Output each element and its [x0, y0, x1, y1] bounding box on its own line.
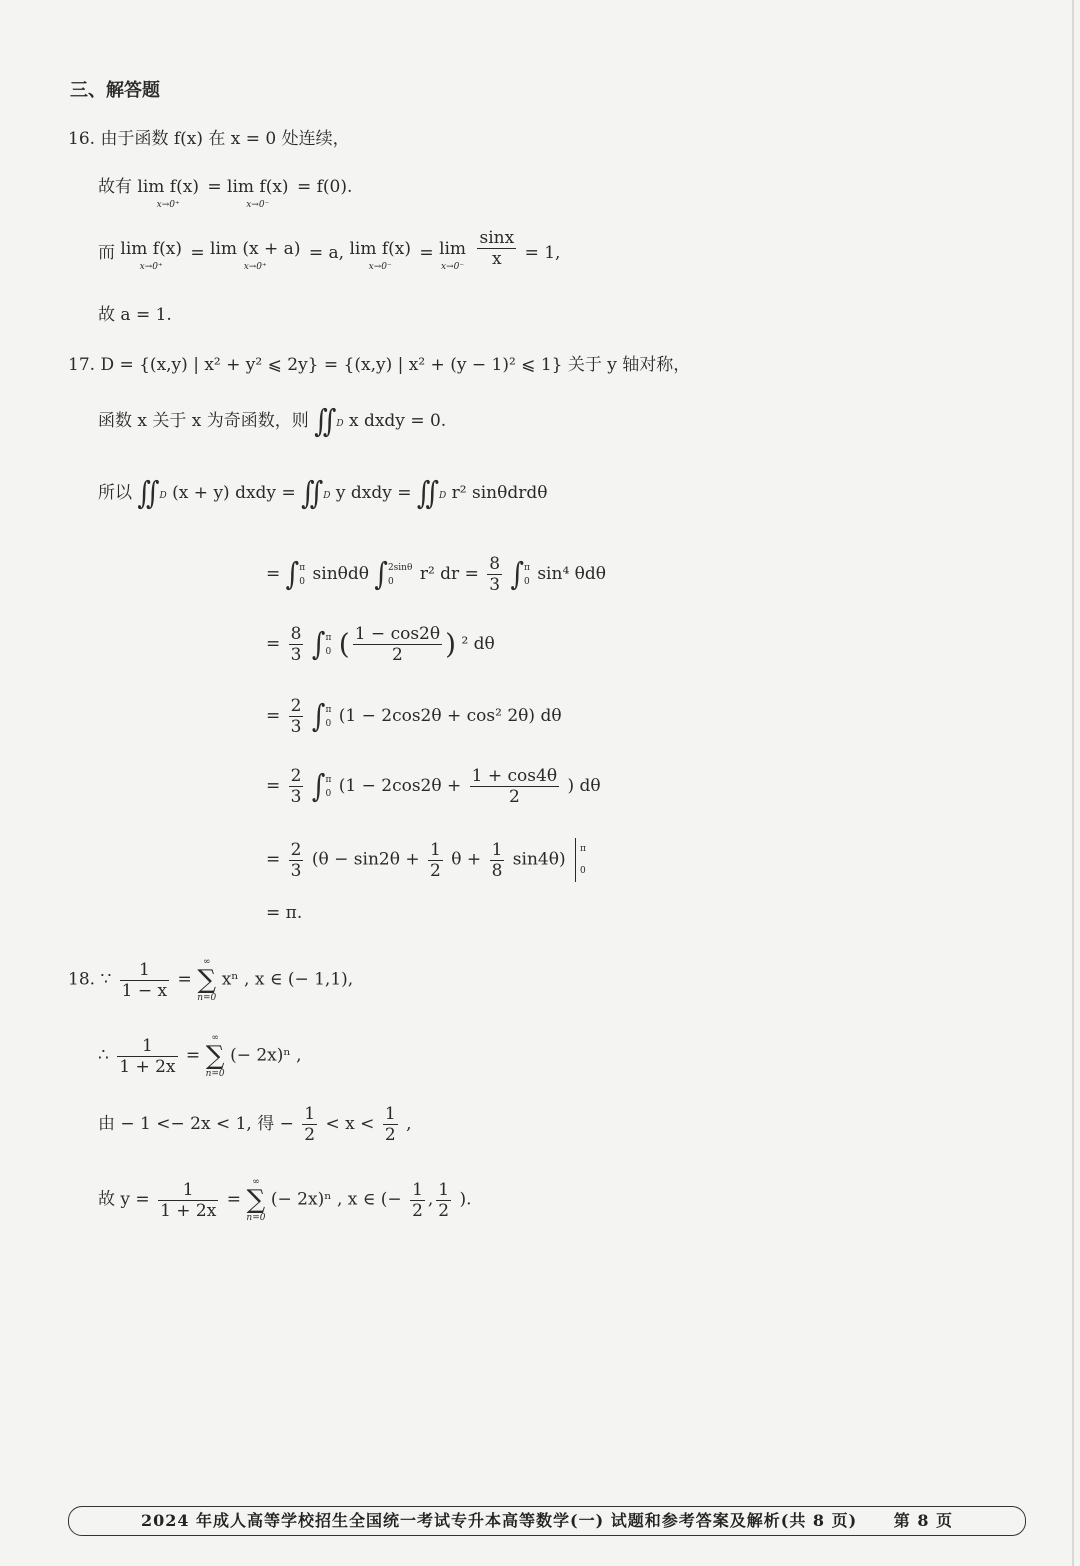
lower-bound: 0 [325, 788, 332, 799]
frac-2-3 [289, 840, 304, 881]
integral-symbol: ∫ [311, 768, 326, 805]
page-number: 第 8 页 [893, 1511, 954, 1530]
sum-lower: n=0 [197, 993, 217, 1003]
step3-body: (1 − 2cos2θ + cos² 2θ) dθ [338, 706, 562, 726]
summation [206, 1032, 225, 1080]
q17-step4 [266, 766, 601, 807]
frac-den: 1 − x [121, 980, 168, 1001]
sum-lower: n=0 [205, 1069, 225, 1079]
upper-bound: 2sinθ [387, 562, 413, 573]
q17-line3-b: y dxdy = [335, 483, 417, 503]
step3-eq: = [266, 706, 286, 726]
frac-8-3 [487, 554, 502, 595]
frac-den: 2 [391, 645, 403, 665]
frac-den: 2 [508, 787, 520, 807]
frac-den: 2 [384, 1125, 396, 1145]
q16-l3-mid: = a, [308, 243, 345, 263]
q18-line2-tail: (− 2x)ⁿ , [230, 1045, 302, 1066]
frac-1-cos2theta-over-2 [353, 624, 442, 665]
lower-bound: 0 [325, 718, 332, 729]
q17-line1: 17. D = {(x,y) | x² + y² ⩽ 2y} = {(x,y) | x² + (y − 1)² ⩽ 1} 关于 y 轴对称， [68, 355, 691, 375]
q16-sinx-over-x [477, 228, 516, 269]
integral-bounds [325, 773, 331, 801]
frac-2-3 [289, 766, 304, 807]
q17-step2 [266, 624, 495, 665]
left-paren: ( [338, 627, 350, 661]
frac-1-cos4theta-over-2 [470, 766, 559, 807]
summation [246, 1176, 265, 1224]
frac-num: 8 [489, 554, 501, 574]
q17-line3-prefix: 所以 [98, 483, 132, 503]
q18-line2 [98, 1032, 302, 1080]
frac-den: 2 [430, 860, 441, 881]
q16-l3-eq1: = [190, 243, 211, 263]
frac-den: 3 [290, 645, 302, 665]
eval-lower: 0 [580, 866, 586, 876]
integral-domain-label: D [159, 491, 167, 501]
frac-num: 2 [290, 766, 302, 786]
double-integral-symbol: ∬ [301, 475, 324, 512]
q18-eq: = [185, 1045, 206, 1066]
frac-den: 1 + 2x [119, 1056, 176, 1077]
step4-a: (1 − 2cos2θ + [338, 776, 467, 796]
section-title: 三、解答题 [70, 80, 160, 101]
frac-num: 1 [438, 1179, 450, 1200]
upper-bound: π [325, 774, 332, 785]
q17-line3-c: r² sinθdrdθ [451, 483, 548, 503]
q17-step1 [266, 554, 606, 595]
q18-line4-mid: (− 2x)ⁿ , x ∈ [270, 1189, 381, 1210]
frac-1-over-1-minus-x [120, 960, 169, 1001]
frac-8-3 [289, 624, 304, 665]
frac-den: 2 [304, 1125, 316, 1145]
frac-1-2 [428, 840, 443, 881]
integral-domain-label: D [323, 491, 331, 501]
frac-num: 1 [384, 1104, 396, 1124]
step2-eq: = [266, 634, 286, 654]
q18-eq: = [226, 1189, 247, 1210]
frac-num: 1 [430, 839, 441, 860]
q16-l3-limit1 [120, 238, 182, 272]
interval-sep: , [427, 1189, 434, 1210]
frac-1-8 [490, 840, 505, 881]
q16-l3-limit4 [439, 238, 466, 272]
q16-l3-limit2-body: lim (x + a) [210, 239, 301, 259]
lower-bound: 0 [387, 576, 394, 587]
lower-bound: 0 [299, 576, 305, 587]
q16-frac-num: sinx [479, 228, 515, 248]
step5-c: sin4θ) [512, 849, 566, 870]
integral-symbol: ∫ [285, 556, 300, 593]
q16-line3-prefix: 而 [98, 243, 115, 263]
frac-den: 3 [290, 860, 302, 881]
upper-bound: π [325, 632, 332, 643]
frac-num: 1 [117, 1036, 177, 1057]
frac-num: 1 [491, 839, 503, 860]
frac-den: 3 [290, 717, 302, 737]
step4-tail: ) dθ [567, 776, 601, 796]
upper-bound: π [524, 562, 530, 573]
q17-step3 [266, 696, 562, 737]
q18-eq: = [177, 969, 198, 990]
frac-num: 1 [304, 1104, 316, 1124]
step1-c: r² dr = [419, 564, 485, 584]
q16-limit-right [137, 176, 199, 210]
integral-bounds [325, 703, 331, 731]
double-integral-symbol: ∬ [314, 403, 337, 440]
q16-limit-left [227, 176, 289, 210]
integral-symbol: ∫ [311, 626, 326, 663]
frac-1-over-1-plus-2x [158, 1180, 218, 1221]
summation [197, 956, 216, 1004]
sum-upper: ∞ [211, 1033, 219, 1043]
q16-l3-limit3-sub: x→0⁻ [368, 262, 392, 272]
q16-limit-left-sub: x→0⁻ [246, 200, 270, 210]
q17-line3-a: (x + y) dxdy = [172, 483, 302, 503]
step5-eq: = [266, 849, 286, 870]
integral-bounds [524, 561, 530, 589]
page-footer [68, 1506, 1026, 1536]
q16-limit-right-body: lim f(x) [137, 177, 199, 197]
sum-upper: ∞ [252, 1177, 260, 1187]
upper-bound: π [299, 562, 306, 573]
q17-result: = π. [266, 903, 303, 923]
right-paren: ) [445, 627, 457, 661]
double-integral-symbol: ∬ [137, 475, 160, 512]
q16-line3 [98, 228, 561, 272]
q16-line2-tail: = f(0). [296, 177, 353, 197]
q16-l3-limit3 [349, 238, 411, 272]
sigma-symbol: ∑ [197, 965, 217, 995]
q18-line4-prefix: 故 y = [98, 1189, 156, 1210]
frac-num: 1 + cos4θ [471, 766, 558, 786]
interval-close: ). [459, 1189, 472, 1210]
step5-a: (θ − sin2θ + [311, 849, 426, 870]
lower-bound: 0 [325, 646, 332, 657]
q16-l3-eq2: = [419, 243, 440, 263]
frac-den: 3 [290, 787, 302, 807]
q17-line3 [98, 475, 548, 512]
frac-1-2 [383, 1104, 398, 1145]
frac-1-2 [302, 1104, 317, 1145]
integral-symbol: ∫ [311, 698, 326, 735]
q16-l3-limit2-sub: x→0⁺ [243, 262, 267, 272]
q16-l3-limit2 [210, 238, 300, 272]
frac-1-over-1-plus-2x [117, 1036, 177, 1077]
evaluation-bar [575, 838, 588, 882]
frac-num: 1 [412, 1179, 423, 1200]
upper-bound: π [325, 704, 332, 715]
frac-1-2 [410, 1180, 425, 1221]
q18-line2-prefix: ∴ [98, 1045, 109, 1066]
footer-title: 2024 年成人高等学校招生全国统一考试专升本高等数学(一) 试题和参考答案及解析(共 8 页) [140, 1511, 858, 1530]
interval-open: (− [380, 1189, 402, 1210]
sigma-symbol: ∑ [205, 1041, 225, 1071]
frac-2-3 [289, 696, 304, 737]
q18-line4 [98, 1176, 472, 1224]
q16-line2-prefix: 故有 [98, 177, 132, 197]
eval-upper: π [580, 844, 586, 854]
integral-bounds [299, 561, 305, 589]
q16-limit-left-body: lim f(x) [227, 177, 289, 197]
integral-bounds [388, 561, 412, 589]
integral-domain-label: D [336, 419, 344, 429]
q18-line3 [98, 1104, 411, 1145]
sigma-symbol: ∑ [246, 1185, 266, 1215]
lower-bound: 0 [524, 576, 530, 587]
frac-den: 3 [489, 575, 501, 595]
step5-b: θ + [451, 849, 487, 870]
scan-edge [1072, 0, 1074, 1566]
frac-1-2 [436, 1180, 451, 1221]
q17-line2-prefix: 函数 x 关于 x 为奇函数，则 [98, 411, 309, 431]
frac-num: 2 [290, 839, 302, 860]
q16-line4: 故 a = 1. [98, 305, 172, 325]
q16-l3-tail: = 1, [524, 243, 561, 263]
frac-num: 1 [120, 960, 169, 981]
q16-l3-limit1-sub: x→0⁺ [139, 262, 163, 272]
q16-l3-limit1-body: lim f(x) [120, 239, 182, 259]
sum-upper: ∞ [202, 957, 211, 967]
frac-num: 1 − cos2θ [354, 624, 441, 644]
integral-symbol: ∫ [374, 556, 388, 593]
frac-num: 8 [290, 624, 302, 644]
q16-line2-eq: = [207, 177, 228, 197]
q16-line1: 16. 由于函数 f(x) 在 x = 0 处连续， [68, 129, 350, 149]
frac-num: 2 [290, 696, 302, 716]
double-integral-symbol: ∬ [416, 475, 440, 512]
step1-b: sinθdθ [312, 564, 369, 584]
q18-line1-tail: xⁿ , x ∈ (− 1,1), [221, 969, 354, 990]
step1-d: sin⁴ θdθ [537, 564, 607, 584]
frac-num: 1 [158, 1180, 218, 1201]
frac-den: 2 [412, 1200, 423, 1221]
frac-den: 2 [438, 1200, 450, 1221]
q18-line3-c: , [406, 1114, 412, 1134]
q16-limit-right-sub: x→0⁺ [156, 200, 180, 210]
integral-symbol: ∫ [510, 556, 524, 593]
q16-l3-limit3-body: lim f(x) [349, 239, 411, 259]
q17-line2 [98, 403, 447, 440]
q18-line1 [68, 956, 353, 1004]
step1-eq: = [266, 564, 286, 584]
q16-l3-limit4-sub: x→0⁻ [441, 262, 465, 272]
frac-den: 8 [491, 860, 503, 881]
q17-step5 [266, 838, 588, 882]
q17-line2-tail: x dxdy = 0. [348, 411, 447, 431]
sum-lower: n=0 [246, 1213, 266, 1223]
q16-line2 [98, 176, 352, 210]
integral-bounds [325, 631, 331, 659]
q18-line1-prefix: 18. ∵ [68, 969, 112, 990]
step4-eq: = [266, 776, 286, 796]
step2-tail: ² dθ [461, 634, 495, 654]
q16-l3-limit4-body: lim [439, 239, 467, 259]
q16-frac-den: x [492, 249, 502, 269]
integral-domain-label: D [439, 491, 447, 501]
q18-line3-a: 由 − 1 <− 2x < 1, 得 − [98, 1114, 294, 1134]
frac-den: 1 + 2x [160, 1200, 217, 1221]
q18-line3-b: < x < [325, 1114, 380, 1134]
